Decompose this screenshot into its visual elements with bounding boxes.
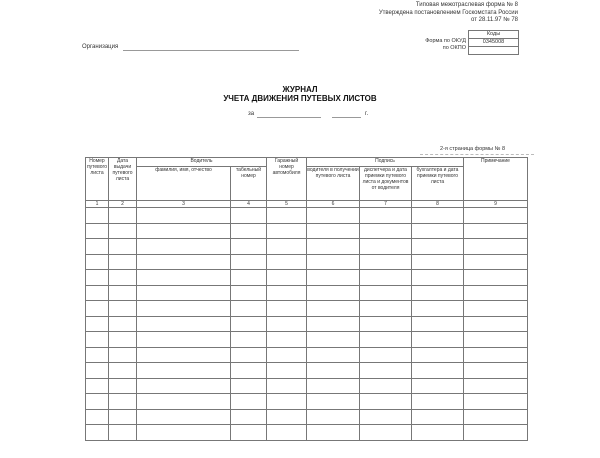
organization-label: Организация bbox=[82, 44, 119, 50]
table-cell[interactable] bbox=[412, 332, 464, 348]
table-cell[interactable] bbox=[360, 363, 412, 379]
table-row bbox=[86, 254, 528, 270]
table-cell[interactable] bbox=[109, 316, 137, 332]
table-cell[interactable] bbox=[137, 208, 231, 224]
table-cell[interactable] bbox=[360, 270, 412, 286]
table-cell[interactable] bbox=[267, 425, 307, 441]
col-num: 4 bbox=[231, 201, 267, 208]
table-cell[interactable] bbox=[360, 254, 412, 270]
table-cell[interactable] bbox=[231, 347, 267, 363]
table-cell[interactable] bbox=[307, 270, 360, 286]
table-cell[interactable] bbox=[307, 208, 360, 224]
table-cell[interactable] bbox=[464, 347, 528, 363]
header-col-3: фамилия, имя, отчество bbox=[137, 167, 231, 201]
table-cell[interactable] bbox=[307, 347, 360, 363]
table-cell[interactable] bbox=[267, 285, 307, 301]
table-cell[interactable] bbox=[307, 223, 360, 239]
table-cell[interactable] bbox=[86, 378, 109, 394]
header-col-2: Дата выдачи путевого листа bbox=[109, 158, 137, 201]
table-cell[interactable] bbox=[231, 316, 267, 332]
okpo-value[interactable] bbox=[469, 47, 518, 54]
year-suffix: г. bbox=[365, 111, 369, 117]
table-cell[interactable] bbox=[464, 363, 528, 379]
table-cell[interactable] bbox=[137, 254, 231, 270]
table-cell[interactable] bbox=[86, 270, 109, 286]
table-cell[interactable] bbox=[412, 223, 464, 239]
period-prefix: за bbox=[248, 111, 255, 117]
table-cell[interactable] bbox=[267, 223, 307, 239]
table-cell[interactable] bbox=[464, 254, 528, 270]
table-cell[interactable] bbox=[231, 332, 267, 348]
table-cell[interactable] bbox=[267, 332, 307, 348]
table-cell[interactable] bbox=[86, 332, 109, 348]
table-cell[interactable] bbox=[109, 223, 137, 239]
table-cell[interactable] bbox=[137, 239, 231, 255]
table-cell[interactable] bbox=[412, 270, 464, 286]
table-cell[interactable] bbox=[360, 285, 412, 301]
table-cell[interactable] bbox=[412, 316, 464, 332]
table-cell[interactable] bbox=[231, 394, 267, 410]
col-num: 5 bbox=[267, 201, 307, 208]
table-cell[interactable] bbox=[109, 270, 137, 286]
year-field[interactable] bbox=[332, 117, 361, 118]
table-cell[interactable] bbox=[231, 223, 267, 239]
table-cell[interactable] bbox=[412, 409, 464, 425]
table-cell[interactable] bbox=[86, 425, 109, 441]
table-cell[interactable] bbox=[109, 332, 137, 348]
table-row bbox=[86, 239, 528, 255]
table-cell[interactable] bbox=[412, 208, 464, 224]
table-cell[interactable] bbox=[360, 425, 412, 441]
table-cell[interactable] bbox=[464, 301, 528, 317]
table-cell[interactable] bbox=[137, 223, 231, 239]
table-cell[interactable] bbox=[86, 394, 109, 410]
codes-title: Коды bbox=[469, 31, 518, 39]
table-cell[interactable] bbox=[307, 285, 360, 301]
table-cell[interactable] bbox=[307, 394, 360, 410]
table-cell[interactable] bbox=[231, 254, 267, 270]
col-num: 3 bbox=[137, 201, 231, 208]
form-header bbox=[379, 2, 518, 25]
table-cell[interactable] bbox=[231, 208, 267, 224]
table-cell[interactable] bbox=[360, 347, 412, 363]
okud-value[interactable]: 0345008 bbox=[469, 39, 518, 47]
table-cell[interactable] bbox=[464, 208, 528, 224]
header-group-driver: Водитель bbox=[137, 158, 267, 167]
table-cell[interactable] bbox=[464, 425, 528, 441]
table-cell[interactable] bbox=[231, 239, 267, 255]
table-cell[interactable] bbox=[360, 301, 412, 317]
table-cell[interactable] bbox=[109, 378, 137, 394]
table-row bbox=[86, 425, 528, 441]
table-cell[interactable] bbox=[137, 316, 231, 332]
column-number-row bbox=[86, 201, 528, 208]
table-cell[interactable] bbox=[137, 409, 231, 425]
table-cell[interactable] bbox=[307, 378, 360, 394]
table-cell[interactable] bbox=[360, 223, 412, 239]
table-row bbox=[86, 394, 528, 410]
table-cell[interactable] bbox=[231, 270, 267, 286]
table-cell[interactable] bbox=[86, 363, 109, 379]
table-cell[interactable] bbox=[137, 347, 231, 363]
col-num: 8 bbox=[412, 201, 464, 208]
table-cell[interactable] bbox=[109, 425, 137, 441]
table-cell[interactable] bbox=[109, 208, 137, 224]
table-cell[interactable] bbox=[267, 378, 307, 394]
table-row bbox=[86, 347, 528, 363]
okpo-label: по ОКПО bbox=[442, 45, 466, 51]
table-cell[interactable] bbox=[86, 239, 109, 255]
table-cell[interactable] bbox=[360, 394, 412, 410]
table-cell[interactable] bbox=[464, 316, 528, 332]
table-cell[interactable] bbox=[231, 425, 267, 441]
table-cell[interactable] bbox=[307, 239, 360, 255]
table-cell[interactable] bbox=[267, 208, 307, 224]
header-col-8: бухгалтера и дата приемки путевого листа bbox=[412, 167, 464, 201]
table-cell[interactable] bbox=[307, 409, 360, 425]
table-cell[interactable] bbox=[86, 409, 109, 425]
table-cell[interactable] bbox=[109, 254, 137, 270]
table-cell[interactable] bbox=[412, 394, 464, 410]
table-cell[interactable] bbox=[412, 425, 464, 441]
table-cell[interactable] bbox=[267, 409, 307, 425]
table-cell[interactable] bbox=[267, 316, 307, 332]
table-cell[interactable] bbox=[412, 378, 464, 394]
table-cell[interactable] bbox=[86, 208, 109, 224]
table-cell[interactable] bbox=[307, 316, 360, 332]
header-col-6: водителя в получении путевого листа bbox=[307, 167, 360, 201]
table-cell[interactable] bbox=[307, 254, 360, 270]
document-subtitle: УЧЕТА ДВИЖЕНИЯ ПУТЕВЫХ ЛИСТОВ bbox=[223, 94, 377, 103]
table-cell[interactable] bbox=[412, 239, 464, 255]
table-cell[interactable] bbox=[360, 208, 412, 224]
table-cell[interactable] bbox=[307, 332, 360, 348]
table-cell[interactable] bbox=[464, 409, 528, 425]
table-cell[interactable] bbox=[267, 301, 307, 317]
table-cell[interactable] bbox=[137, 425, 231, 441]
table-cell[interactable] bbox=[464, 239, 528, 255]
table-cell[interactable] bbox=[86, 316, 109, 332]
divider bbox=[420, 154, 534, 155]
table-row bbox=[86, 409, 528, 425]
table-cell[interactable] bbox=[86, 223, 109, 239]
col-num: 9 bbox=[464, 201, 528, 208]
table-cell[interactable] bbox=[137, 301, 231, 317]
table-cell[interactable] bbox=[360, 239, 412, 255]
col-num: 6 bbox=[307, 201, 360, 208]
journal-table bbox=[85, 157, 528, 441]
table-row bbox=[86, 301, 528, 317]
table-cell[interactable] bbox=[137, 285, 231, 301]
col-num: 2 bbox=[109, 201, 137, 208]
table-body bbox=[86, 208, 528, 441]
table-cell[interactable] bbox=[137, 378, 231, 394]
table-cell[interactable] bbox=[464, 270, 528, 286]
approved-date: от 28.11.97 № 78 bbox=[471, 17, 518, 23]
table-cell[interactable] bbox=[231, 363, 267, 379]
table-cell[interactable] bbox=[464, 332, 528, 348]
header-group-signature: Подпись bbox=[307, 158, 464, 167]
table-cell[interactable] bbox=[109, 285, 137, 301]
table-cell[interactable] bbox=[464, 394, 528, 410]
table-row bbox=[86, 332, 528, 348]
table-cell[interactable] bbox=[267, 270, 307, 286]
table-cell[interactable] bbox=[267, 347, 307, 363]
table-cell[interactable] bbox=[86, 285, 109, 301]
table-cell[interactable] bbox=[86, 347, 109, 363]
table-cell[interactable] bbox=[412, 254, 464, 270]
table-cell[interactable] bbox=[109, 239, 137, 255]
table-cell[interactable] bbox=[307, 363, 360, 379]
table-cell[interactable] bbox=[307, 425, 360, 441]
header-col-7: диспетчера и дата приемки путевого листа и документов от водителя bbox=[360, 167, 412, 201]
header-col-5: Гаражный номер автомобиля bbox=[267, 158, 307, 201]
codes-box bbox=[468, 30, 519, 55]
table-cell[interactable] bbox=[86, 301, 109, 317]
table-cell[interactable] bbox=[267, 254, 307, 270]
table-row bbox=[86, 223, 528, 239]
form-type: Типовая межотраслевая форма № 8 bbox=[415, 2, 518, 8]
table-cell[interactable] bbox=[412, 363, 464, 379]
table-cell[interactable] bbox=[360, 409, 412, 425]
table-cell[interactable] bbox=[267, 394, 307, 410]
header-col-1: Номер путевого листа bbox=[86, 158, 109, 201]
col-num: 7 bbox=[360, 201, 412, 208]
table-cell[interactable] bbox=[86, 254, 109, 270]
table-row bbox=[86, 285, 528, 301]
table-cell[interactable] bbox=[360, 316, 412, 332]
table-cell[interactable] bbox=[137, 363, 231, 379]
page-note: 2-я страница формы № 8 bbox=[440, 146, 506, 152]
table-cell[interactable] bbox=[231, 378, 267, 394]
header-col-9: Примечание bbox=[464, 158, 528, 201]
table-row bbox=[86, 378, 528, 394]
table-cell[interactable] bbox=[231, 285, 267, 301]
table-cell[interactable] bbox=[360, 378, 412, 394]
table-row bbox=[86, 316, 528, 332]
table-cell[interactable] bbox=[307, 301, 360, 317]
table-row bbox=[86, 270, 528, 286]
table-cell[interactable] bbox=[231, 301, 267, 317]
table-cell[interactable] bbox=[267, 363, 307, 379]
table-cell[interactable] bbox=[267, 239, 307, 255]
okud-label: Форма по ОКУД bbox=[425, 38, 466, 44]
table-cell[interactable] bbox=[412, 285, 464, 301]
table-cell[interactable] bbox=[137, 394, 231, 410]
document-title: ЖУРНАЛ bbox=[282, 85, 318, 94]
table-cell[interactable] bbox=[412, 347, 464, 363]
table-cell[interactable] bbox=[109, 301, 137, 317]
header-col-4: табельный номер bbox=[231, 167, 267, 201]
table-cell[interactable] bbox=[109, 363, 137, 379]
approved-by: Утверждена постановлением Госкомстата России bbox=[378, 9, 518, 16]
table-cell[interactable] bbox=[231, 409, 267, 425]
table-cell[interactable] bbox=[360, 332, 412, 348]
table-row bbox=[86, 208, 528, 224]
table-row bbox=[86, 363, 528, 379]
table-cell[interactable] bbox=[109, 394, 137, 410]
table-cell[interactable] bbox=[109, 409, 137, 425]
table-cell[interactable] bbox=[137, 332, 231, 348]
table-cell[interactable] bbox=[137, 270, 231, 286]
table-cell[interactable] bbox=[464, 223, 528, 239]
table-cell[interactable] bbox=[464, 378, 528, 394]
period-field[interactable] bbox=[257, 117, 321, 118]
organization-field[interactable] bbox=[123, 50, 299, 51]
table-cell[interactable] bbox=[412, 301, 464, 317]
table-cell[interactable] bbox=[109, 347, 137, 363]
table-cell[interactable] bbox=[464, 285, 528, 301]
col-num: 1 bbox=[86, 201, 109, 208]
